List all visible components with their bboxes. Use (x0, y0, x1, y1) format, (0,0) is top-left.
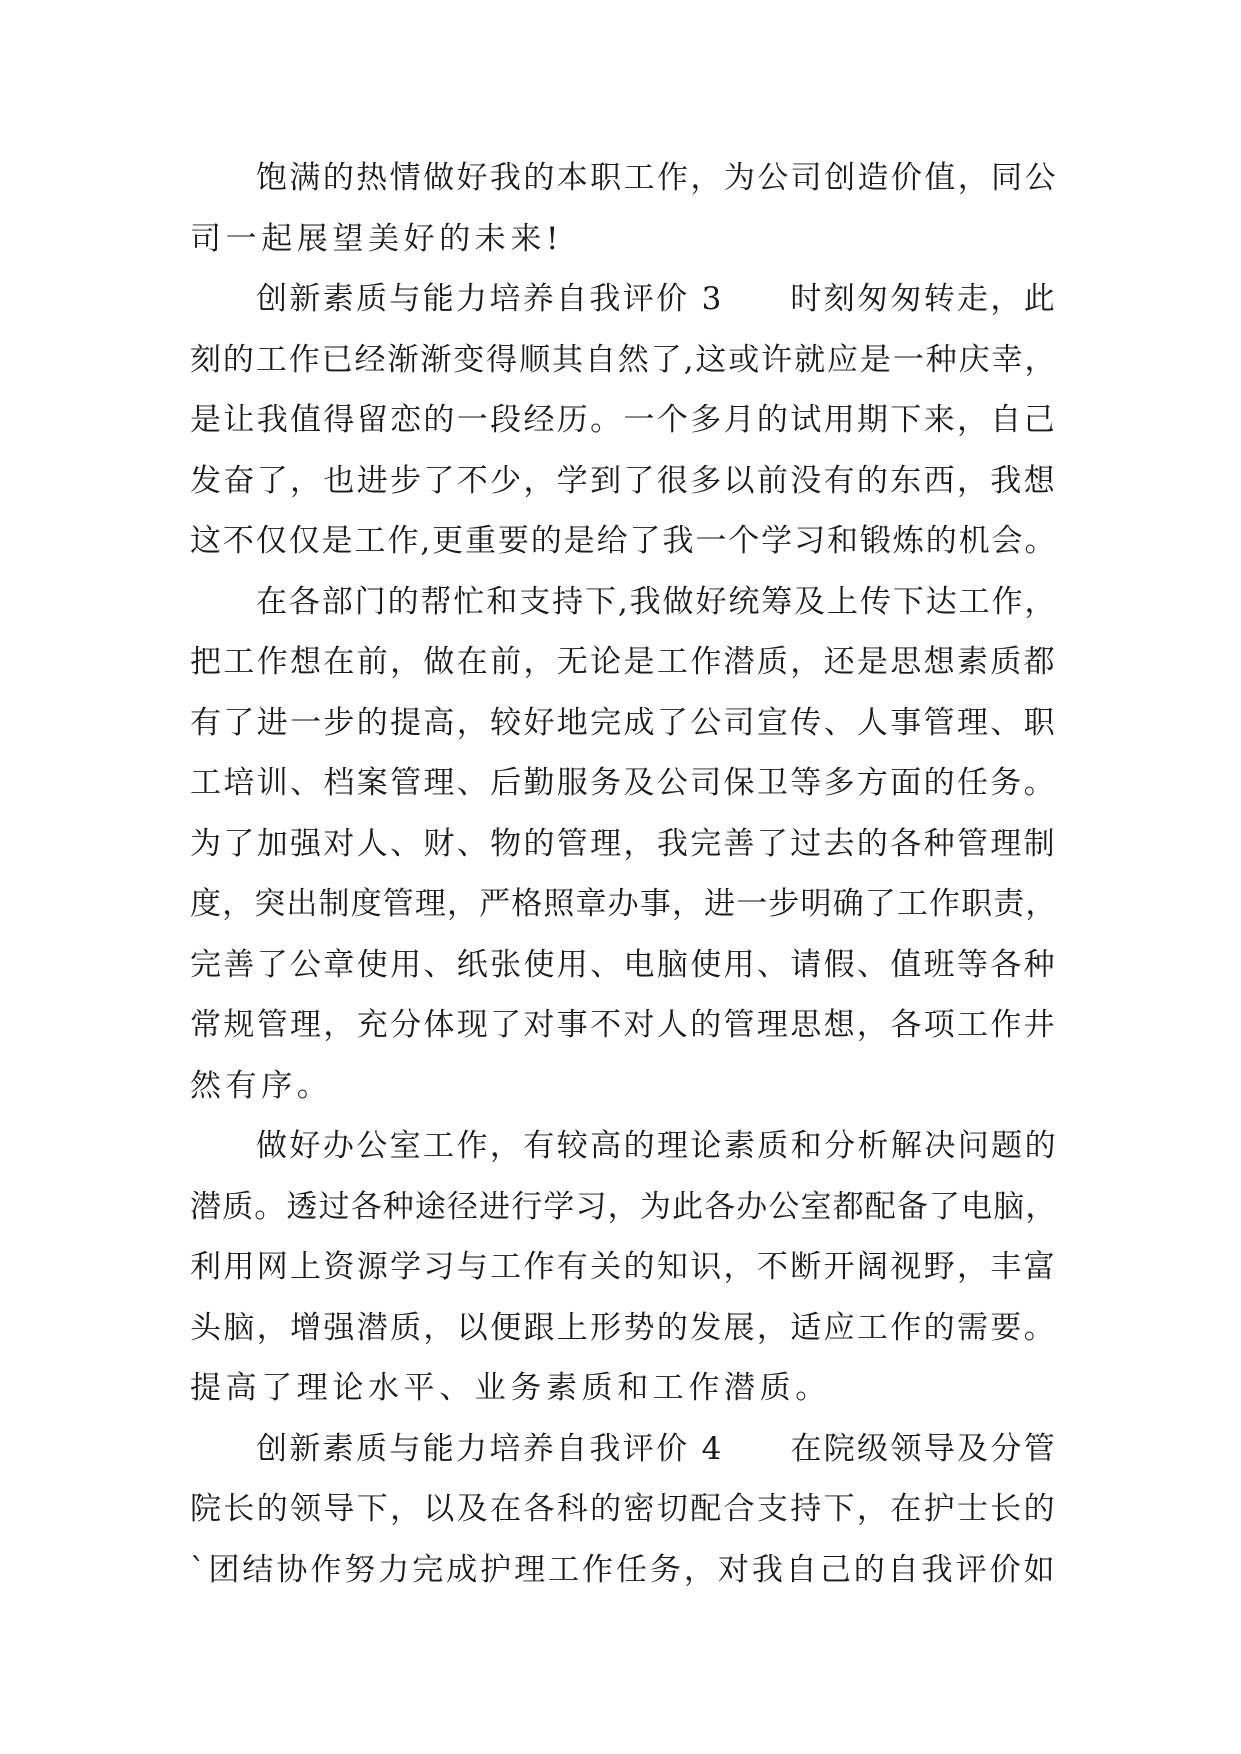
text-line: 头脑，增强潜质，以便跟上形势的发展，适应工作的需要。 (190, 1309, 1057, 1346)
text-line: 这不仅仅是工作,更重要的是给了我一个学习和锻炼的机会。 (190, 523, 1058, 559)
text-line: 提高了理论水平、业务素质和工作潜质。 (190, 1370, 831, 1406)
text-line: 在各部门的帮忙和支持下,我做好统筹及上传下达工作， (256, 583, 1058, 620)
text-line: 度，突出制度管理，严格照章办事，进一步明确了工作职责， (190, 886, 1058, 922)
body-text (190, 148, 1060, 1600)
text-line: 然有序。 (190, 1067, 333, 1104)
text-line: 常规管理，充分体现了对事不对人的管理思想，各项工作井 (190, 1007, 1057, 1043)
text-line: 利用网上资源学习与工作有关的知识，不断开阔视野，丰富 (190, 1249, 1057, 1285)
text-line: 潜质。透过各种途径进行学习，为此各办公室都配备了电脑， (190, 1188, 1058, 1225)
text-line: 为了加强对人、财、物的管理，我完善了过去的各种管理制 (190, 825, 1057, 862)
text-line: 创新素质与能力培养自我评价 4 在院级领导及分管 (256, 1430, 1058, 1467)
text-line: 完善了公章使用、纸张使用、电脑使用、请假、值班等各种 (190, 946, 1057, 983)
text-line: 司一起展望美好的未来! (190, 220, 564, 257)
text-line: 发奋了，也进步了不少，学到了很多以前没有的东西，我想 (190, 462, 1057, 499)
text-line: 是让我值得留恋的一段经历。一个多月的试用期下来，自己 (190, 402, 1057, 438)
text-line: 做好办公室工作，有较高的理论素质和分析解决问题的 (256, 1128, 1058, 1164)
text-line: `团结协作努力完成护理工作任务，对我自己的自我评价如 (190, 1551, 1058, 1588)
text-line: 有了进一步的提高，较好地完成了公司宣传、人事管理、职 (190, 704, 1057, 741)
text-line: 把工作想在前，做在前，无论是工作潜质，还是思想素质都 (190, 644, 1057, 680)
text-line: 饱满的热情做好我的本职工作，为公司创造价值，同公 (256, 160, 1058, 196)
text-line: 院长的领导下，以及在各科的密切配合支持下，在护士长的 (190, 1491, 1057, 1527)
text-line: 工培训、档案管理、后勤服务及公司保卫等多方面的任务。 (190, 765, 1057, 801)
text-line: 刻的工作已经渐渐变得顺其自然了,这或许就应是一种庆幸， (190, 341, 1058, 378)
text-line: 创新素质与能力培养自我评价 3 时刻匆匆转走，此 (256, 281, 1058, 317)
